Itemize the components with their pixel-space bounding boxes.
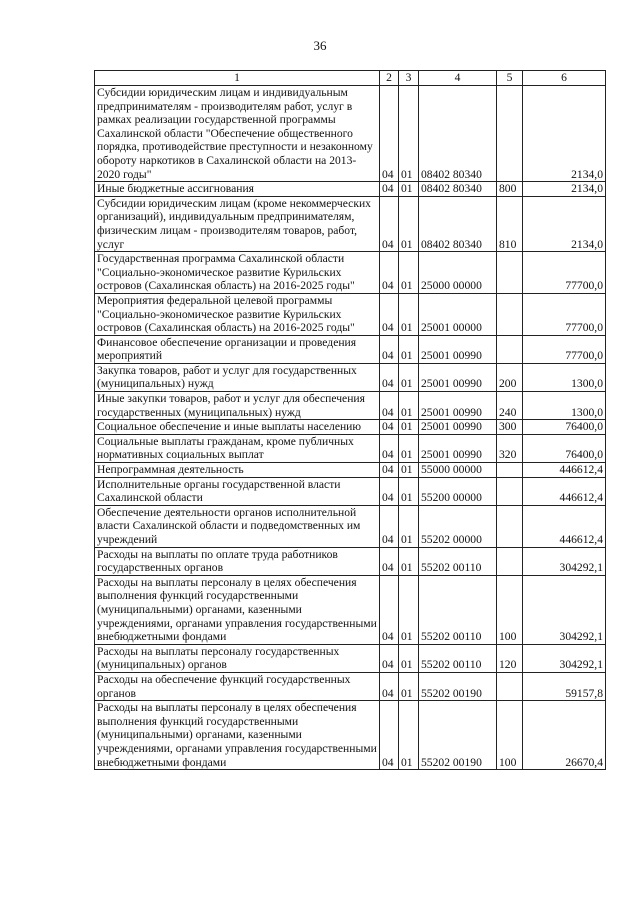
table-row xyxy=(95,252,606,294)
cell-target-article: 55202 00110 xyxy=(419,644,497,672)
cell-section: 04 xyxy=(380,505,399,547)
cell-amount: 304292,1 xyxy=(523,644,606,672)
table-row xyxy=(95,86,606,182)
cell-expense-type: 810 xyxy=(497,196,523,251)
cell-name: Непрограммная деятельность xyxy=(95,463,380,478)
table-row xyxy=(95,477,606,505)
cell-amount: 77700,0 xyxy=(523,335,606,363)
cell-name: Иные бюджетные ассигнования xyxy=(95,182,380,197)
cell-expense-type xyxy=(497,293,523,335)
cell-subsection: 01 xyxy=(399,547,419,575)
cell-subsection: 01 xyxy=(399,575,419,644)
cell-target-article: 25001 00000 xyxy=(419,293,497,335)
cell-subsection: 01 xyxy=(399,434,419,462)
cell-expense-type: 120 xyxy=(497,644,523,672)
cell-section: 04 xyxy=(380,363,399,391)
cell-expense-type xyxy=(497,547,523,575)
cell-name: Социальные выплаты гражданам, кроме публичных нормативных социальных выплат xyxy=(95,434,380,462)
table-row xyxy=(95,420,606,435)
cell-section: 04 xyxy=(380,547,399,575)
cell-name: Обеспечение деятельности органов исполнительной власти Сахалинской области и подведомственных им учреждений xyxy=(95,505,380,547)
cell-amount: 446612,4 xyxy=(523,463,606,478)
cell-section: 04 xyxy=(380,672,399,700)
cell-subsection: 01 xyxy=(399,86,419,182)
cell-subsection: 01 xyxy=(399,420,419,435)
cell-expense-type xyxy=(497,463,523,478)
cell-section: 04 xyxy=(380,392,399,420)
cell-subsection: 01 xyxy=(399,672,419,700)
cell-subsection: 01 xyxy=(399,505,419,547)
table-row xyxy=(95,701,606,770)
table-row xyxy=(95,575,606,644)
cell-expense-type xyxy=(497,505,523,547)
table-row xyxy=(95,196,606,251)
cell-section: 04 xyxy=(380,477,399,505)
cell-name: Расходы на обеспечение функций государственных органов xyxy=(95,672,380,700)
cell-section: 04 xyxy=(380,434,399,462)
cell-target-article: 55000 00000 xyxy=(419,463,497,478)
cell-expense-type: 100 xyxy=(497,575,523,644)
cell-section: 04 xyxy=(380,196,399,251)
cell-target-article: 25001 00990 xyxy=(419,434,497,462)
cell-subsection: 01 xyxy=(399,293,419,335)
cell-target-article: 55200 00000 xyxy=(419,477,497,505)
cell-expense-type: 240 xyxy=(497,392,523,420)
cell-section: 04 xyxy=(380,252,399,294)
cell-amount: 2134,0 xyxy=(523,196,606,251)
cell-amount: 304292,1 xyxy=(523,575,606,644)
cell-subsection: 01 xyxy=(399,363,419,391)
cell-expense-type: 800 xyxy=(497,182,523,197)
cell-target-article: 55202 00190 xyxy=(419,701,497,770)
cell-target-article: 25001 00990 xyxy=(419,363,497,391)
cell-amount: 59157,8 xyxy=(523,672,606,700)
cell-name: Исполнительные органы государственной власти Сахалинской области xyxy=(95,477,380,505)
cell-name: Закупка товаров, работ и услуг для государственных (муниципальных) нужд xyxy=(95,363,380,391)
cell-name: Иные закупки товаров, работ и услуг для обеспечения государственных (муниципальных) нужд xyxy=(95,392,380,420)
cell-target-article: 08402 80340 xyxy=(419,86,497,182)
cell-subsection: 01 xyxy=(399,701,419,770)
header-col-4: 4 xyxy=(419,71,497,86)
header-row xyxy=(95,71,606,86)
cell-section: 04 xyxy=(380,463,399,478)
table-row xyxy=(95,505,606,547)
cell-expense-type: 200 xyxy=(497,363,523,391)
cell-amount: 2134,0 xyxy=(523,182,606,197)
cell-subsection: 01 xyxy=(399,477,419,505)
cell-amount: 76400,0 xyxy=(523,420,606,435)
cell-subsection: 01 xyxy=(399,463,419,478)
cell-expense-type: 100 xyxy=(497,701,523,770)
cell-name: Социальное обеспечение и иные выплаты населению xyxy=(95,420,380,435)
budget-table xyxy=(94,70,606,770)
header-col-6: 6 xyxy=(523,71,606,86)
cell-section: 04 xyxy=(380,575,399,644)
table-row xyxy=(95,547,606,575)
cell-name: Расходы на выплаты по оплате труда работников государственных органов xyxy=(95,547,380,575)
cell-expense-type xyxy=(497,86,523,182)
cell-name: Субсидии юридическим лицам (кроме некоммерческих организаций), индивидуальным предпринимателям, физическим лицам - производителям товаров, работ, услуг xyxy=(95,196,380,251)
cell-target-article: 55202 00190 xyxy=(419,672,497,700)
cell-target-article: 25000 00000 xyxy=(419,252,497,294)
table-row xyxy=(95,644,606,672)
cell-subsection: 01 xyxy=(399,335,419,363)
cell-expense-type: 320 xyxy=(497,434,523,462)
cell-section: 04 xyxy=(380,182,399,197)
cell-target-article: 08402 80340 xyxy=(419,196,497,251)
cell-subsection: 01 xyxy=(399,644,419,672)
cell-amount: 26670,4 xyxy=(523,701,606,770)
cell-expense-type: 300 xyxy=(497,420,523,435)
cell-target-article: 55202 00110 xyxy=(419,575,497,644)
cell-target-article: 55202 00110 xyxy=(419,547,497,575)
page-number: 36 xyxy=(313,38,327,53)
cell-name: Мероприятия федеральной целевой программы "Социально-экономическое развитие Курильских островов (Сахалинская область) на 2016-2025 годы" xyxy=(95,293,380,335)
header-col-3: 3 xyxy=(399,71,419,86)
cell-name: Расходы на выплаты персоналу в целях обеспечения выполнения функций государственными (муниципальными) органами, казенными учреждениями, органами управления государственными внебюджетными фондами xyxy=(95,701,380,770)
table-row xyxy=(95,392,606,420)
table-row xyxy=(95,363,606,391)
cell-target-article: 55202 00000 xyxy=(419,505,497,547)
cell-amount: 304292,1 xyxy=(523,547,606,575)
cell-section: 04 xyxy=(380,420,399,435)
cell-expense-type xyxy=(497,672,523,700)
cell-amount: 1300,0 xyxy=(523,392,606,420)
table-row xyxy=(95,463,606,478)
cell-section: 04 xyxy=(380,293,399,335)
cell-name: Расходы на выплаты персоналу в целях обеспечения выполнения функций государственными (муниципальными) органами, казенными учреждениями, органами управления государственными внебюджетными фондами xyxy=(95,575,380,644)
table-row xyxy=(95,672,606,700)
cell-expense-type xyxy=(497,335,523,363)
cell-amount: 76400,0 xyxy=(523,434,606,462)
cell-amount: 2134,0 xyxy=(523,86,606,182)
cell-name: Субсидии юридическим лицам и индивидуальным предпринимателям - производителям работ, услуг в рамках реализации государственной программы Сахалинской области "Обеспечение общественного порядка, противодействие преступности и незаконному обороту наркотиков в Сахалинской области на 2013-2020 годы" xyxy=(95,86,380,182)
cell-amount: 77700,0 xyxy=(523,252,606,294)
cell-amount: 1300,0 xyxy=(523,363,606,391)
cell-section: 04 xyxy=(380,701,399,770)
cell-expense-type xyxy=(497,252,523,294)
cell-subsection: 01 xyxy=(399,392,419,420)
header-col-1: 1 xyxy=(95,71,380,86)
cell-name: Государственная программа Сахалинской области "Социально-экономическое развитие Курильских островов (Сахалинская область) на 2016-2025 годы" xyxy=(95,252,380,294)
cell-section: 04 xyxy=(380,86,399,182)
cell-target-article: 08402 80340 xyxy=(419,182,497,197)
cell-amount: 77700,0 xyxy=(523,293,606,335)
cell-subsection: 01 xyxy=(399,196,419,251)
cell-target-article: 25001 00990 xyxy=(419,392,497,420)
header-col-5: 5 xyxy=(497,71,523,86)
cell-target-article: 25001 00990 xyxy=(419,420,497,435)
table-row xyxy=(95,335,606,363)
cell-amount: 446612,4 xyxy=(523,505,606,547)
cell-name: Расходы на выплаты персоналу государственных (муниципальных) органов xyxy=(95,644,380,672)
table-row xyxy=(95,434,606,462)
cell-subsection: 01 xyxy=(399,252,419,294)
cell-target-article: 25001 00990 xyxy=(419,335,497,363)
cell-amount: 446612,4 xyxy=(523,477,606,505)
table-row xyxy=(95,293,606,335)
table-row xyxy=(95,182,606,197)
cell-section: 04 xyxy=(380,335,399,363)
header-col-2: 2 xyxy=(380,71,399,86)
cell-subsection: 01 xyxy=(399,182,419,197)
cell-section: 04 xyxy=(380,644,399,672)
cell-name: Финансовое обеспечение организации и проведения мероприятий xyxy=(95,335,380,363)
cell-expense-type xyxy=(497,477,523,505)
